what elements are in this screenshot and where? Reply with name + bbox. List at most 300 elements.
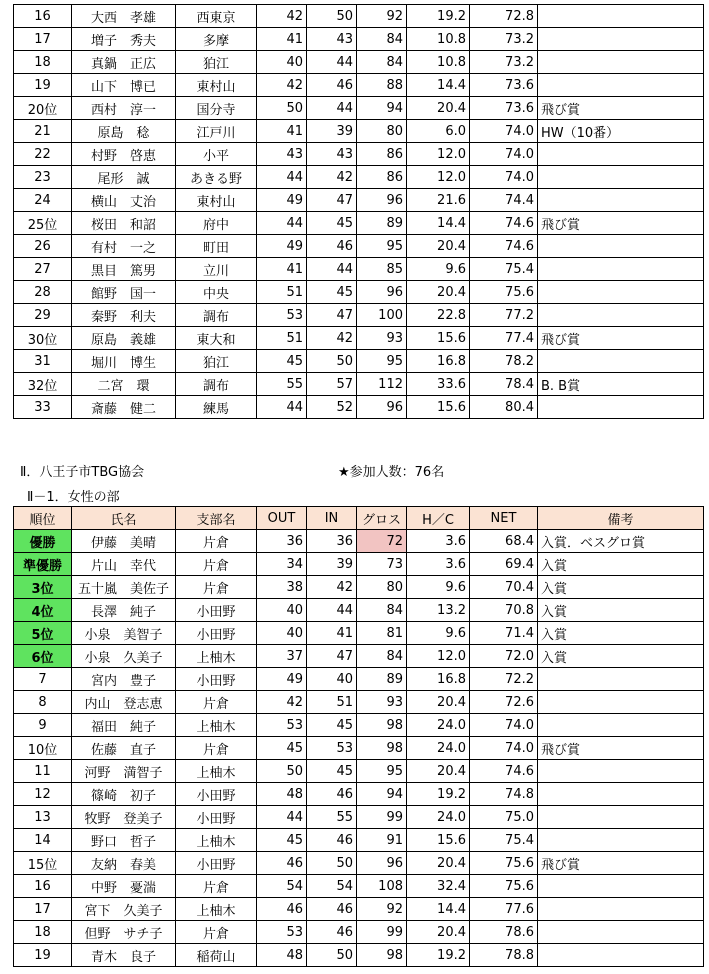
out-cell: 45 — [257, 350, 307, 373]
table-row — [14, 74, 704, 97]
gross-cell: 91 — [357, 829, 407, 852]
section-subtitle: Ⅱ－1．女性の部 — [27, 490, 120, 505]
branch-cell: 狛江 — [176, 350, 257, 373]
note-cell — [538, 304, 704, 327]
hc-cell: 32.4 — [407, 875, 470, 898]
hc-cell: 9.6 — [407, 258, 470, 281]
net-cell: 75.0 — [470, 806, 538, 829]
in-cell: 47 — [307, 189, 357, 212]
rank-cell: 11 — [14, 760, 72, 783]
net-cell: 74.8 — [470, 783, 538, 806]
name-cell: 斎藤 健二 — [72, 396, 176, 419]
out-cell: 45 — [257, 737, 307, 760]
note-cell: 飛び賞 — [538, 852, 704, 875]
in-cell: 57 — [307, 373, 357, 396]
branch-cell: 小田野 — [176, 852, 257, 875]
net-cell: 72.2 — [470, 668, 538, 691]
name-cell: 村野 啓恵 — [72, 143, 176, 166]
note-cell — [538, 944, 704, 967]
out-cell: 38 — [257, 576, 307, 599]
name-cell: 有村 一之 — [72, 235, 176, 258]
out-cell: 50 — [257, 760, 307, 783]
note-cell — [538, 806, 704, 829]
branch-cell: 東村山 — [176, 74, 257, 97]
table-row — [14, 166, 704, 189]
out-cell: 53 — [257, 921, 307, 944]
net-cell: 75.6 — [470, 852, 538, 875]
gross-cell: 99 — [357, 806, 407, 829]
branch-cell: 江戸川 — [176, 120, 257, 143]
rank-cell: 16 — [14, 875, 72, 898]
branch-cell: 片倉 — [176, 921, 257, 944]
gross-cell: 96 — [357, 852, 407, 875]
hc-cell: 12.0 — [407, 645, 470, 668]
in-cell: 46 — [307, 921, 357, 944]
hc-cell: 22.8 — [407, 304, 470, 327]
gross-cell: 93 — [357, 691, 407, 714]
gross-cell: 99 — [357, 921, 407, 944]
note-cell — [538, 51, 704, 74]
name-cell: 五十嵐 美佐子 — [72, 576, 176, 599]
table-row — [14, 576, 704, 599]
table-row — [14, 235, 704, 258]
rank-cell: 21 — [14, 120, 72, 143]
in-cell: 54 — [307, 875, 357, 898]
note-cell — [538, 760, 704, 783]
name-cell: 原島 稔 — [72, 120, 176, 143]
name-cell: 宮下 久美子 — [72, 898, 176, 921]
note-cell — [538, 235, 704, 258]
out-cell: 53 — [257, 714, 307, 737]
in-cell: 46 — [307, 898, 357, 921]
branch-cell: あきる野 — [176, 166, 257, 189]
header-hc: H／C — [407, 507, 470, 530]
in-cell: 47 — [307, 645, 357, 668]
branch-cell: 西東京 — [176, 5, 257, 28]
branch-cell: 東村山 — [176, 189, 257, 212]
rank-cell: 26 — [14, 235, 72, 258]
note-cell — [538, 28, 704, 51]
branch-cell: 調布 — [176, 373, 257, 396]
in-cell: 46 — [307, 783, 357, 806]
name-cell: 原島 義雄 — [72, 327, 176, 350]
gross-cell: 84 — [357, 28, 407, 51]
in-cell: 46 — [307, 235, 357, 258]
net-cell: 73.2 — [470, 51, 538, 74]
table-row — [14, 829, 704, 852]
hc-cell: 6.0 — [407, 120, 470, 143]
out-cell: 50 — [257, 97, 307, 120]
table-row — [14, 875, 704, 898]
gross-cell: 95 — [357, 235, 407, 258]
rank-cell: 17 — [14, 28, 72, 51]
gross-cell: 72 — [357, 530, 407, 553]
table-row — [14, 530, 704, 553]
in-cell: 50 — [307, 944, 357, 967]
hc-cell: 33.6 — [407, 373, 470, 396]
out-cell: 42 — [257, 691, 307, 714]
hc-cell: 14.4 — [407, 898, 470, 921]
in-cell: 52 — [307, 396, 357, 419]
net-cell: 78.8 — [470, 944, 538, 967]
rank-cell: 6位 — [14, 645, 72, 668]
in-cell: 44 — [307, 599, 357, 622]
rank-cell: 30位 — [14, 327, 72, 350]
hc-cell: 20.4 — [407, 921, 470, 944]
gross-cell: 80 — [357, 120, 407, 143]
rank-cell: 27 — [14, 258, 72, 281]
out-cell: 42 — [257, 74, 307, 97]
branch-cell: 小田野 — [176, 599, 257, 622]
table-row — [14, 921, 704, 944]
name-cell: 宮内 豊子 — [72, 668, 176, 691]
hc-cell: 19.2 — [407, 944, 470, 967]
hc-cell: 20.4 — [407, 97, 470, 120]
out-cell: 41 — [257, 258, 307, 281]
out-cell: 55 — [257, 373, 307, 396]
hc-cell: 15.6 — [407, 396, 470, 419]
gross-cell: 95 — [357, 760, 407, 783]
name-cell: 長澤 純子 — [72, 599, 176, 622]
note-cell — [538, 668, 704, 691]
branch-cell: 府中 — [176, 212, 257, 235]
in-cell: 39 — [307, 120, 357, 143]
out-cell: 49 — [257, 189, 307, 212]
branch-cell: 国分寺 — [176, 97, 257, 120]
in-cell: 50 — [307, 5, 357, 28]
hc-cell: 10.8 — [407, 51, 470, 74]
net-cell: 71.4 — [470, 622, 538, 645]
gross-cell: 85 — [357, 258, 407, 281]
in-cell: 46 — [307, 74, 357, 97]
note-cell — [538, 5, 704, 28]
out-cell: 45 — [257, 829, 307, 852]
net-cell: 74.0 — [470, 120, 538, 143]
table-row — [14, 599, 704, 622]
out-cell: 44 — [257, 396, 307, 419]
table-row — [14, 898, 704, 921]
note-cell: 飛び賞 — [538, 212, 704, 235]
note-cell: 入賞 — [538, 553, 704, 576]
net-cell: 69.4 — [470, 553, 538, 576]
participant-count: ★参加人数：76名 — [338, 465, 445, 480]
net-cell: 74.0 — [470, 143, 538, 166]
name-cell: 友納 春美 — [72, 852, 176, 875]
gross-cell: 96 — [357, 396, 407, 419]
hc-cell: 24.0 — [407, 714, 470, 737]
name-cell: 福田 純子 — [72, 714, 176, 737]
out-cell: 51 — [257, 327, 307, 350]
branch-cell: 練馬 — [176, 396, 257, 419]
men-results-body — [14, 5, 704, 419]
table-row — [14, 97, 704, 120]
hc-cell: 20.4 — [407, 852, 470, 875]
hc-cell: 14.4 — [407, 212, 470, 235]
branch-cell: 片倉 — [176, 576, 257, 599]
in-cell: 44 — [307, 97, 357, 120]
hc-cell: 9.6 — [407, 576, 470, 599]
hc-cell: 3.6 — [407, 530, 470, 553]
rank-cell: 24 — [14, 189, 72, 212]
hc-cell: 21.6 — [407, 189, 470, 212]
hc-cell: 20.4 — [407, 691, 470, 714]
branch-cell: 東大和 — [176, 327, 257, 350]
gross-cell: 92 — [357, 5, 407, 28]
note-cell — [538, 829, 704, 852]
header-gross: グロス — [357, 507, 407, 530]
rank-cell: 17 — [14, 898, 72, 921]
branch-cell: 小平 — [176, 143, 257, 166]
net-cell: 75.4 — [470, 829, 538, 852]
branch-cell: 小田野 — [176, 668, 257, 691]
rank-cell: 28 — [14, 281, 72, 304]
table-row — [14, 622, 704, 645]
name-cell: 伊藤 美晴 — [72, 530, 176, 553]
table-row — [14, 143, 704, 166]
gross-cell: 108 — [357, 875, 407, 898]
hc-cell: 24.0 — [407, 806, 470, 829]
net-cell: 75.6 — [470, 281, 538, 304]
hc-cell: 20.4 — [407, 235, 470, 258]
branch-cell: 町田 — [176, 235, 257, 258]
table-row — [14, 5, 704, 28]
branch-cell: 稲荷山 — [176, 944, 257, 967]
women-results-body — [14, 530, 704, 967]
in-cell: 51 — [307, 691, 357, 714]
rank-cell: 29 — [14, 304, 72, 327]
table-row — [14, 327, 704, 350]
note-cell: 入賞 — [538, 645, 704, 668]
branch-cell: 上柚木 — [176, 760, 257, 783]
in-cell: 45 — [307, 212, 357, 235]
note-cell — [538, 166, 704, 189]
rank-cell: 7 — [14, 668, 72, 691]
rank-cell: 16 — [14, 5, 72, 28]
name-cell: 野口 哲子 — [72, 829, 176, 852]
branch-cell: 立川 — [176, 258, 257, 281]
note-cell: 飛び賞 — [538, 737, 704, 760]
net-cell: 68.4 — [470, 530, 538, 553]
in-cell: 42 — [307, 166, 357, 189]
table-row — [14, 852, 704, 875]
net-cell: 70.4 — [470, 576, 538, 599]
branch-cell: 上柚木 — [176, 645, 257, 668]
table-row — [14, 714, 704, 737]
gross-cell: 98 — [357, 714, 407, 737]
out-cell: 44 — [257, 806, 307, 829]
gross-cell: 95 — [357, 350, 407, 373]
table-row — [14, 553, 704, 576]
note-cell — [538, 875, 704, 898]
out-cell: 40 — [257, 51, 307, 74]
rank-cell: 8 — [14, 691, 72, 714]
branch-cell: 調布 — [176, 304, 257, 327]
in-cell: 47 — [307, 304, 357, 327]
name-cell: 西村 淳一 — [72, 97, 176, 120]
net-cell: 70.8 — [470, 599, 538, 622]
rank-cell: 31 — [14, 350, 72, 373]
gross-cell: 94 — [357, 783, 407, 806]
note-cell — [538, 281, 704, 304]
branch-cell: 小田野 — [176, 806, 257, 829]
in-cell: 53 — [307, 737, 357, 760]
men-results-table — [13, 4, 704, 419]
section-title: Ⅱ．八王子市TBG協会 — [20, 465, 145, 480]
gross-cell: 98 — [357, 737, 407, 760]
note-cell — [538, 921, 704, 944]
name-cell: 中野 憂湍 — [72, 875, 176, 898]
rank-cell: 19 — [14, 944, 72, 967]
rank-cell: 準優勝 — [14, 553, 72, 576]
net-cell: 74.0 — [470, 737, 538, 760]
table-row — [14, 691, 704, 714]
note-cell: B. B賞 — [538, 373, 704, 396]
hc-cell: 12.0 — [407, 143, 470, 166]
in-cell: 44 — [307, 51, 357, 74]
branch-cell: 片倉 — [176, 553, 257, 576]
table-row — [14, 350, 704, 373]
gross-cell: 84 — [357, 599, 407, 622]
net-cell: 73.2 — [470, 28, 538, 51]
gross-cell: 89 — [357, 668, 407, 691]
net-cell: 80.4 — [470, 396, 538, 419]
net-cell: 74.0 — [470, 714, 538, 737]
name-cell: 秦野 利夫 — [72, 304, 176, 327]
out-cell: 48 — [257, 944, 307, 967]
gross-cell: 112 — [357, 373, 407, 396]
rank-cell: 20位 — [14, 97, 72, 120]
table-row — [14, 120, 704, 143]
table-row — [14, 258, 704, 281]
hc-cell: 15.6 — [407, 327, 470, 350]
name-cell: 牧野 登美子 — [72, 806, 176, 829]
header-note: 備考 — [538, 507, 704, 530]
rank-cell: 優勝 — [14, 530, 72, 553]
gross-cell: 100 — [357, 304, 407, 327]
in-cell: 42 — [307, 327, 357, 350]
rank-cell: 25位 — [14, 212, 72, 235]
rank-cell: 4位 — [14, 599, 72, 622]
rank-cell: 18 — [14, 51, 72, 74]
gross-cell: 93 — [357, 327, 407, 350]
table-row — [14, 944, 704, 967]
in-cell: 42 — [307, 576, 357, 599]
rank-cell: 18 — [14, 921, 72, 944]
in-cell: 40 — [307, 668, 357, 691]
branch-cell: 中央 — [176, 281, 257, 304]
name-cell: 小泉 久美子 — [72, 645, 176, 668]
out-cell: 36 — [257, 530, 307, 553]
note-cell — [538, 74, 704, 97]
name-cell: 横山 丈治 — [72, 189, 176, 212]
net-cell: 75.4 — [470, 258, 538, 281]
net-cell: 74.4 — [470, 189, 538, 212]
net-cell: 72.0 — [470, 645, 538, 668]
net-cell: 78.4 — [470, 373, 538, 396]
gross-cell: 94 — [357, 97, 407, 120]
note-cell: 入賞 — [538, 599, 704, 622]
note-cell — [538, 143, 704, 166]
note-cell: 入賞 — [538, 622, 704, 645]
branch-cell: 多摩 — [176, 28, 257, 51]
branch-cell: 狛江 — [176, 51, 257, 74]
name-cell: 河野 満智子 — [72, 760, 176, 783]
note-cell — [538, 783, 704, 806]
out-cell: 37 — [257, 645, 307, 668]
net-cell: 78.2 — [470, 350, 538, 373]
in-cell: 46 — [307, 829, 357, 852]
out-cell: 49 — [257, 235, 307, 258]
hc-cell: 12.0 — [407, 166, 470, 189]
name-cell: 片山 幸代 — [72, 553, 176, 576]
name-cell: 堀川 博生 — [72, 350, 176, 373]
net-cell: 74.6 — [470, 235, 538, 258]
in-cell: 45 — [307, 714, 357, 737]
name-cell: 桜田 和詔 — [72, 212, 176, 235]
branch-cell: 小田野 — [176, 783, 257, 806]
rank-cell: 12 — [14, 783, 72, 806]
header-net: NET — [470, 507, 538, 530]
branch-cell: 上柚木 — [176, 898, 257, 921]
net-cell: 78.6 — [470, 921, 538, 944]
name-cell: 館野 国一 — [72, 281, 176, 304]
note-cell — [538, 350, 704, 373]
out-cell: 53 — [257, 304, 307, 327]
table-row — [14, 760, 704, 783]
name-cell: 佐藤 直子 — [72, 737, 176, 760]
table-row — [14, 737, 704, 760]
header-name: 氏名 — [72, 507, 176, 530]
gross-cell: 96 — [357, 281, 407, 304]
hc-cell: 16.8 — [407, 350, 470, 373]
name-cell: 小泉 美智子 — [72, 622, 176, 645]
table-row — [14, 783, 704, 806]
rank-cell: 32位 — [14, 373, 72, 396]
net-cell: 74.0 — [470, 166, 538, 189]
rank-cell: 3位 — [14, 576, 72, 599]
note-cell — [538, 898, 704, 921]
out-cell: 51 — [257, 281, 307, 304]
in-cell: 55 — [307, 806, 357, 829]
hc-cell: 20.4 — [407, 281, 470, 304]
out-cell: 40 — [257, 599, 307, 622]
note-cell — [538, 258, 704, 281]
name-cell: 真鍋 正広 — [72, 51, 176, 74]
in-cell: 39 — [307, 553, 357, 576]
note-cell: 飛び賞 — [538, 327, 704, 350]
out-cell: 34 — [257, 553, 307, 576]
header-rank: 順位 — [14, 507, 72, 530]
table-row — [14, 51, 704, 74]
rank-cell: 9 — [14, 714, 72, 737]
out-cell: 44 — [257, 212, 307, 235]
gross-cell: 84 — [357, 51, 407, 74]
table-row — [14, 645, 704, 668]
note-cell: 飛び賞 — [538, 97, 704, 120]
rank-cell: 19 — [14, 74, 72, 97]
branch-cell: 片倉 — [176, 691, 257, 714]
in-cell: 43 — [307, 143, 357, 166]
out-cell: 41 — [257, 28, 307, 51]
net-cell: 73.6 — [470, 74, 538, 97]
table-row — [14, 806, 704, 829]
hc-cell: 10.8 — [407, 28, 470, 51]
rank-cell: 22 — [14, 143, 72, 166]
hc-cell: 9.6 — [407, 622, 470, 645]
table-header-row — [14, 507, 704, 530]
hc-cell: 20.4 — [407, 760, 470, 783]
rank-cell: 13 — [14, 806, 72, 829]
